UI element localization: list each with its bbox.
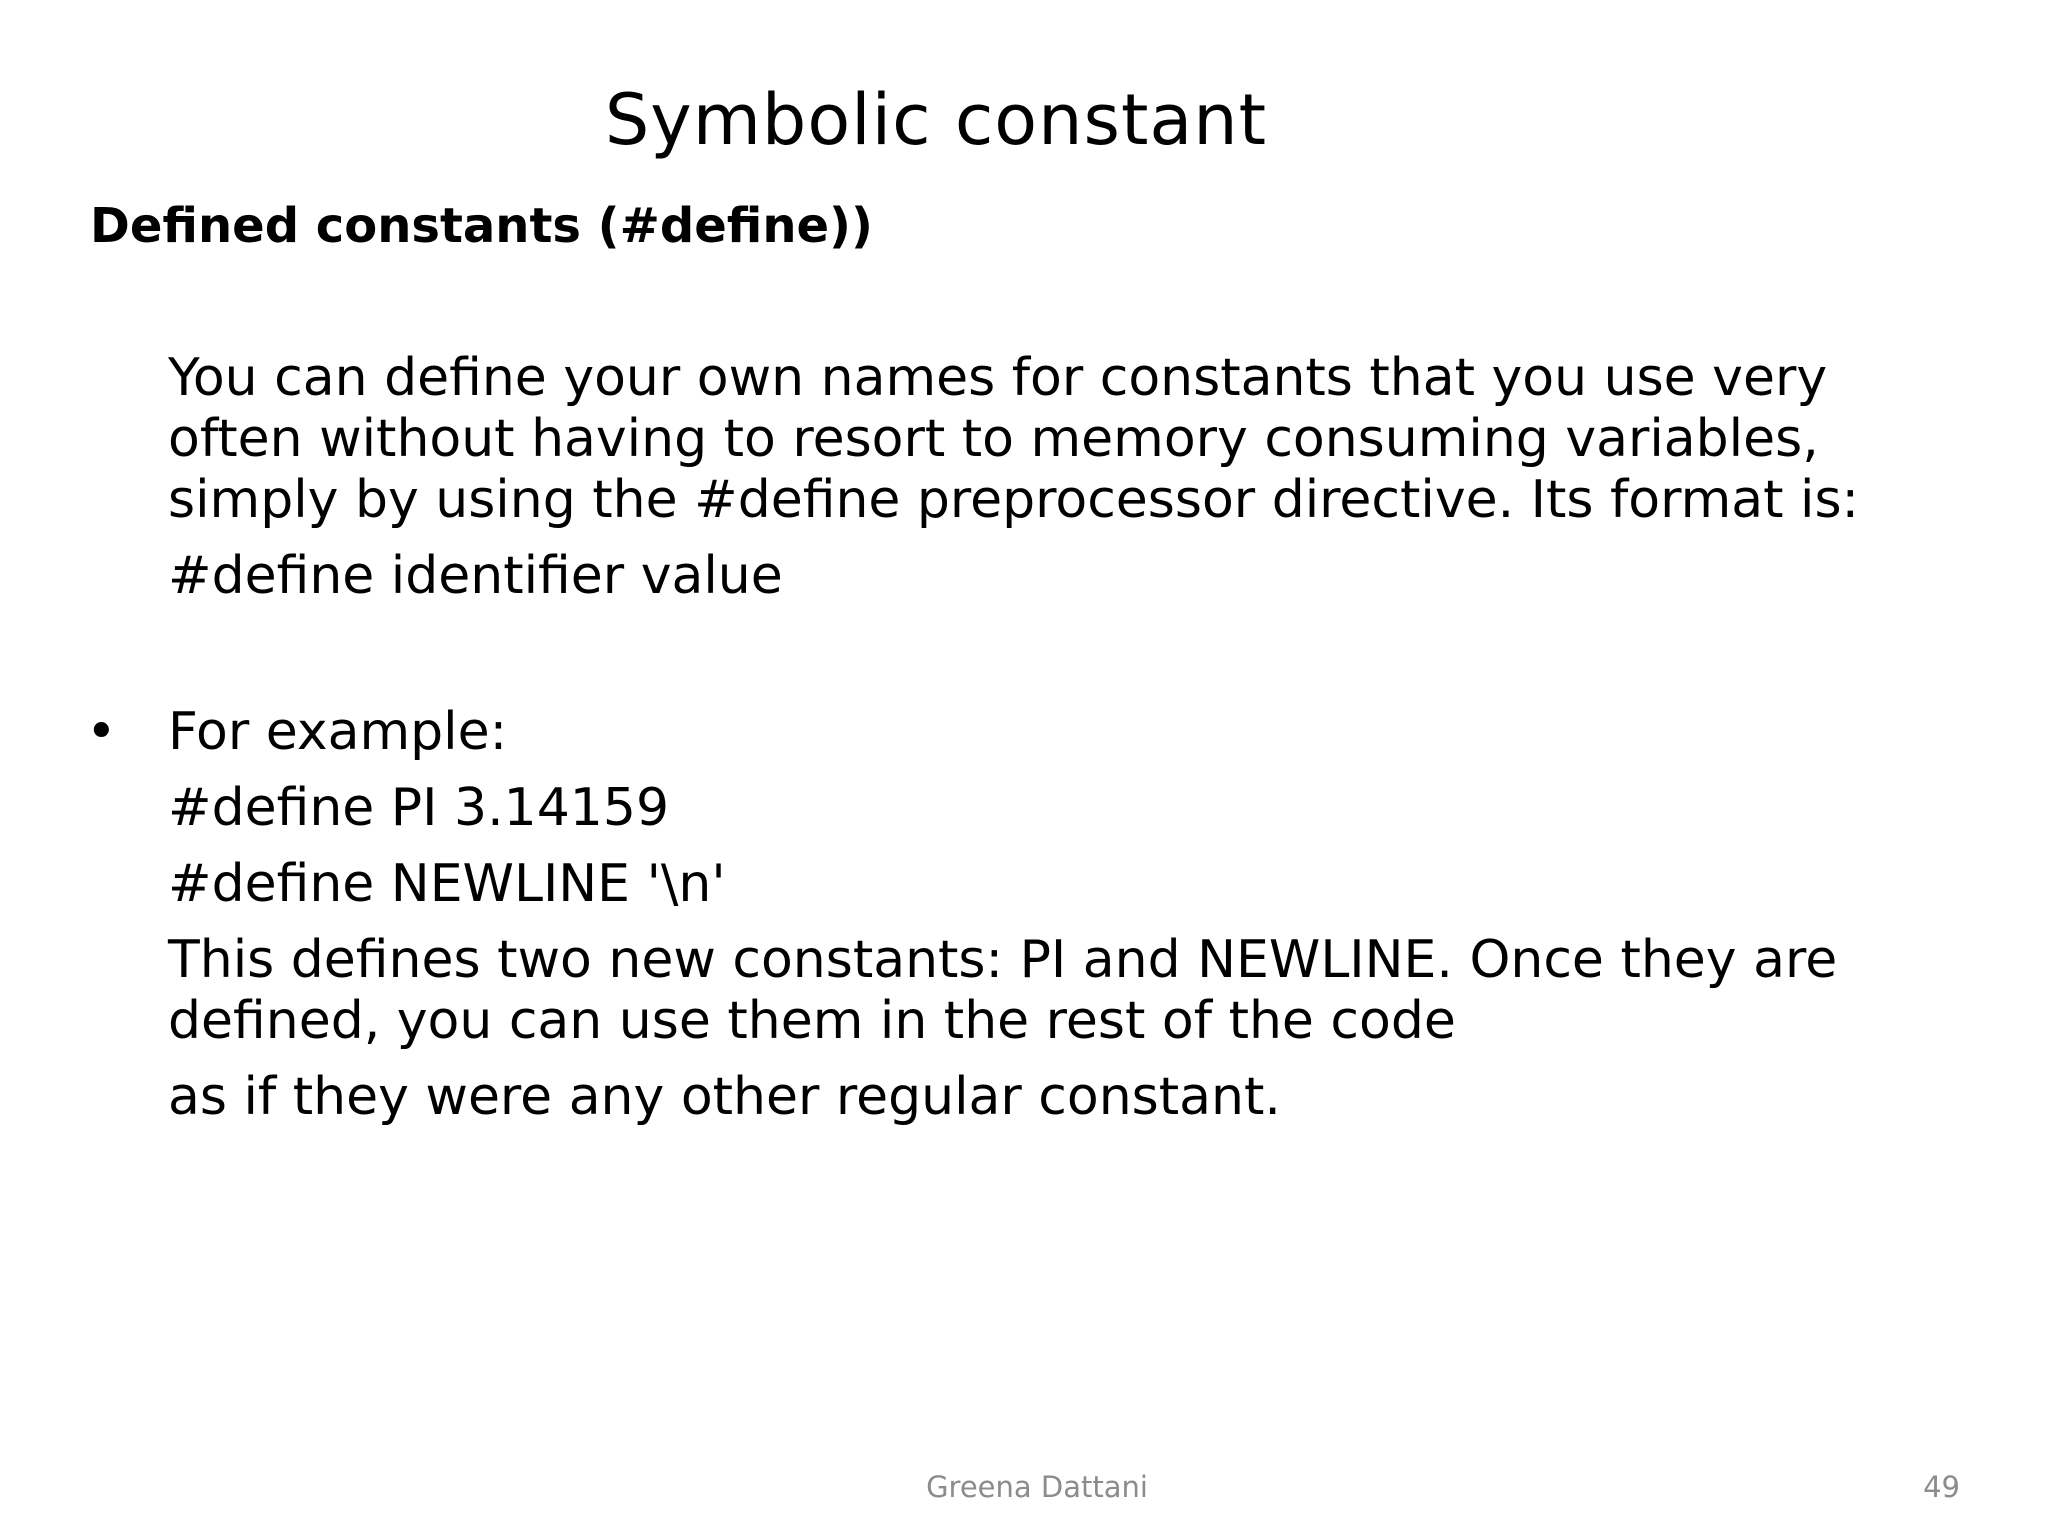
bullet-marker: • [86, 702, 117, 762]
intro-line-3: simply by using the #define preprocessor directive. Its format is: [168, 470, 1860, 530]
closing-line: as if they were any other regular constant. [168, 1067, 1281, 1127]
slide-title: Symbolic constant [604, 79, 1268, 161]
example-line-1: #define PI 3.14159 [168, 778, 670, 838]
explanation-line-2: defined, you can use them in the rest of the code [168, 991, 1456, 1051]
intro-line-2: often without having to resort to memory consuming variables, [168, 409, 1819, 469]
section-heading: Defined constants (#define)) [90, 198, 873, 254]
intro-line-1: You can define your own names for constants that you use very [168, 348, 1828, 408]
format-line: #define identifier value [168, 546, 783, 606]
footer-author: Greena Dattani [926, 1470, 1148, 1504]
page-number: 49 [1923, 1470, 1960, 1504]
explanation-line-1: This defines two new constants: PI and NEWLINE. Once they are [168, 930, 1838, 990]
bullet-label: For example: [168, 702, 508, 762]
example-line-2: #define NEWLINE '\n' [168, 854, 726, 914]
